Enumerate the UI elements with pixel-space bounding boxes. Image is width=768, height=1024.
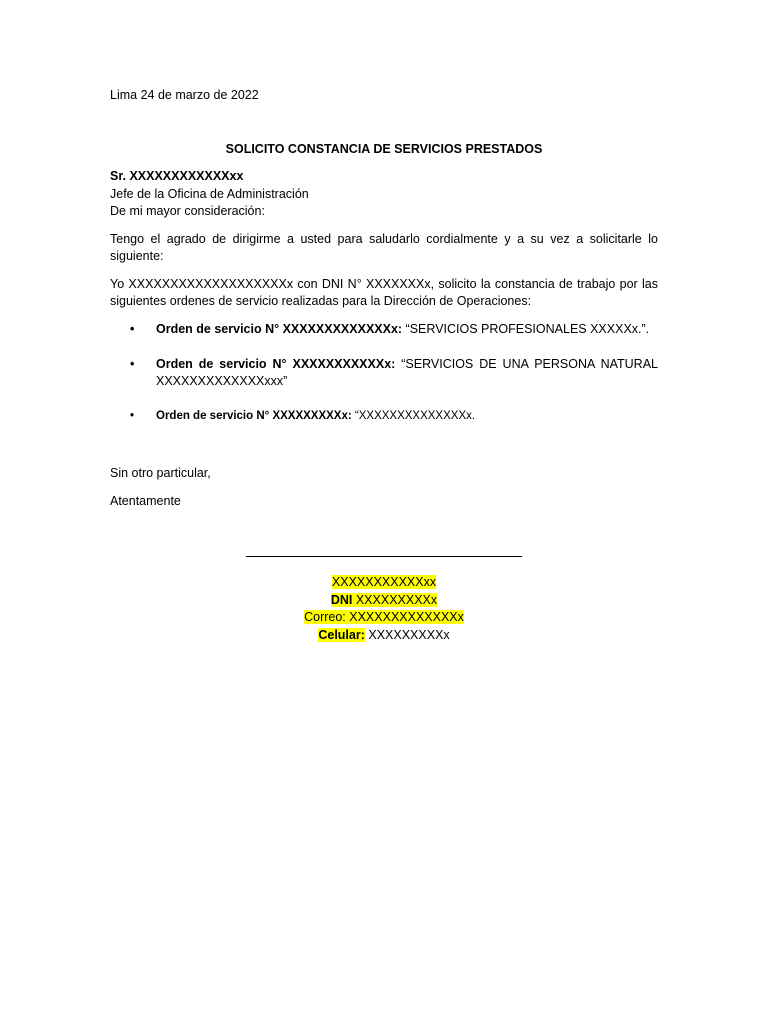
recipient-position: Jefe de la Oficina de Administración [110, 186, 309, 201]
service-orders-list [110, 321, 658, 425]
order-text: “SERVICIOS PROFESIONALES XXXXXx.”. [402, 322, 650, 336]
list-item [110, 408, 658, 425]
recipient-block [110, 168, 309, 221]
email-label: Correo: [304, 610, 346, 624]
bullet-icon: • [130, 322, 135, 336]
letter-page [110, 0, 658, 1024]
body-paragraph: Yo XXXXXXXXXXXXXXXXXXXx con DNI N° XXXXXXXx, solicito la constancia de trabajo por las siguientes ordenes de servicio realizadas para la Dirección de Operaciones: [110, 277, 658, 308]
bullet-icon: • [130, 357, 135, 371]
signature-email [304, 610, 464, 624]
order-label: Orden de servicio N° XXXXXXXXXXXXXx: [156, 322, 403, 336]
closing-line: Sin otro particular, [110, 466, 211, 480]
signature-dni [331, 593, 437, 607]
list-item [110, 356, 658, 390]
signature-line [246, 556, 522, 557]
letter-date: Lima 24 de marzo de 2022 [110, 88, 259, 102]
salutation: De mi mayor consideración: [110, 204, 265, 218]
order-label: Orden de servicio N° XXXXXXXXXXXx: [156, 357, 396, 371]
phone-value: XXXXXXXXXx [364, 627, 450, 642]
signature-block [110, 574, 658, 644]
order-text: “SERVICIOS DE UNA PERSONA NATURAL XXXXXXXXXXXXXxxx” [156, 357, 658, 388]
recipient-name: Sr. XXXXXXXXXXXXxx [110, 169, 244, 183]
order-text: “XXXXXXXXXXXXXXx. [351, 410, 476, 422]
order-label: Orden de servicio N° XXXXXXXXXx: [156, 410, 352, 422]
intro-paragraph: Tengo el agrado de dirigirme a usted para saludarlo cordialmente y a su vez a solicitarle lo siguiente: [110, 232, 658, 263]
sign-off: Atentamente [110, 494, 181, 508]
letter-title: SOLICITO CONSTANCIA DE SERVICIOS PRESTADOS [225, 142, 543, 156]
dni-value: XXXXXXXXXx [352, 592, 438, 607]
phone-label: Celular: [318, 627, 365, 642]
signature-name: XXXXXXXXXXXxx [331, 575, 437, 589]
list-item [110, 321, 658, 338]
dni-label: DNI [330, 592, 353, 607]
email-value: XXXXXXXXXXXXXx [345, 610, 464, 624]
bullet-icon: • [130, 410, 135, 422]
